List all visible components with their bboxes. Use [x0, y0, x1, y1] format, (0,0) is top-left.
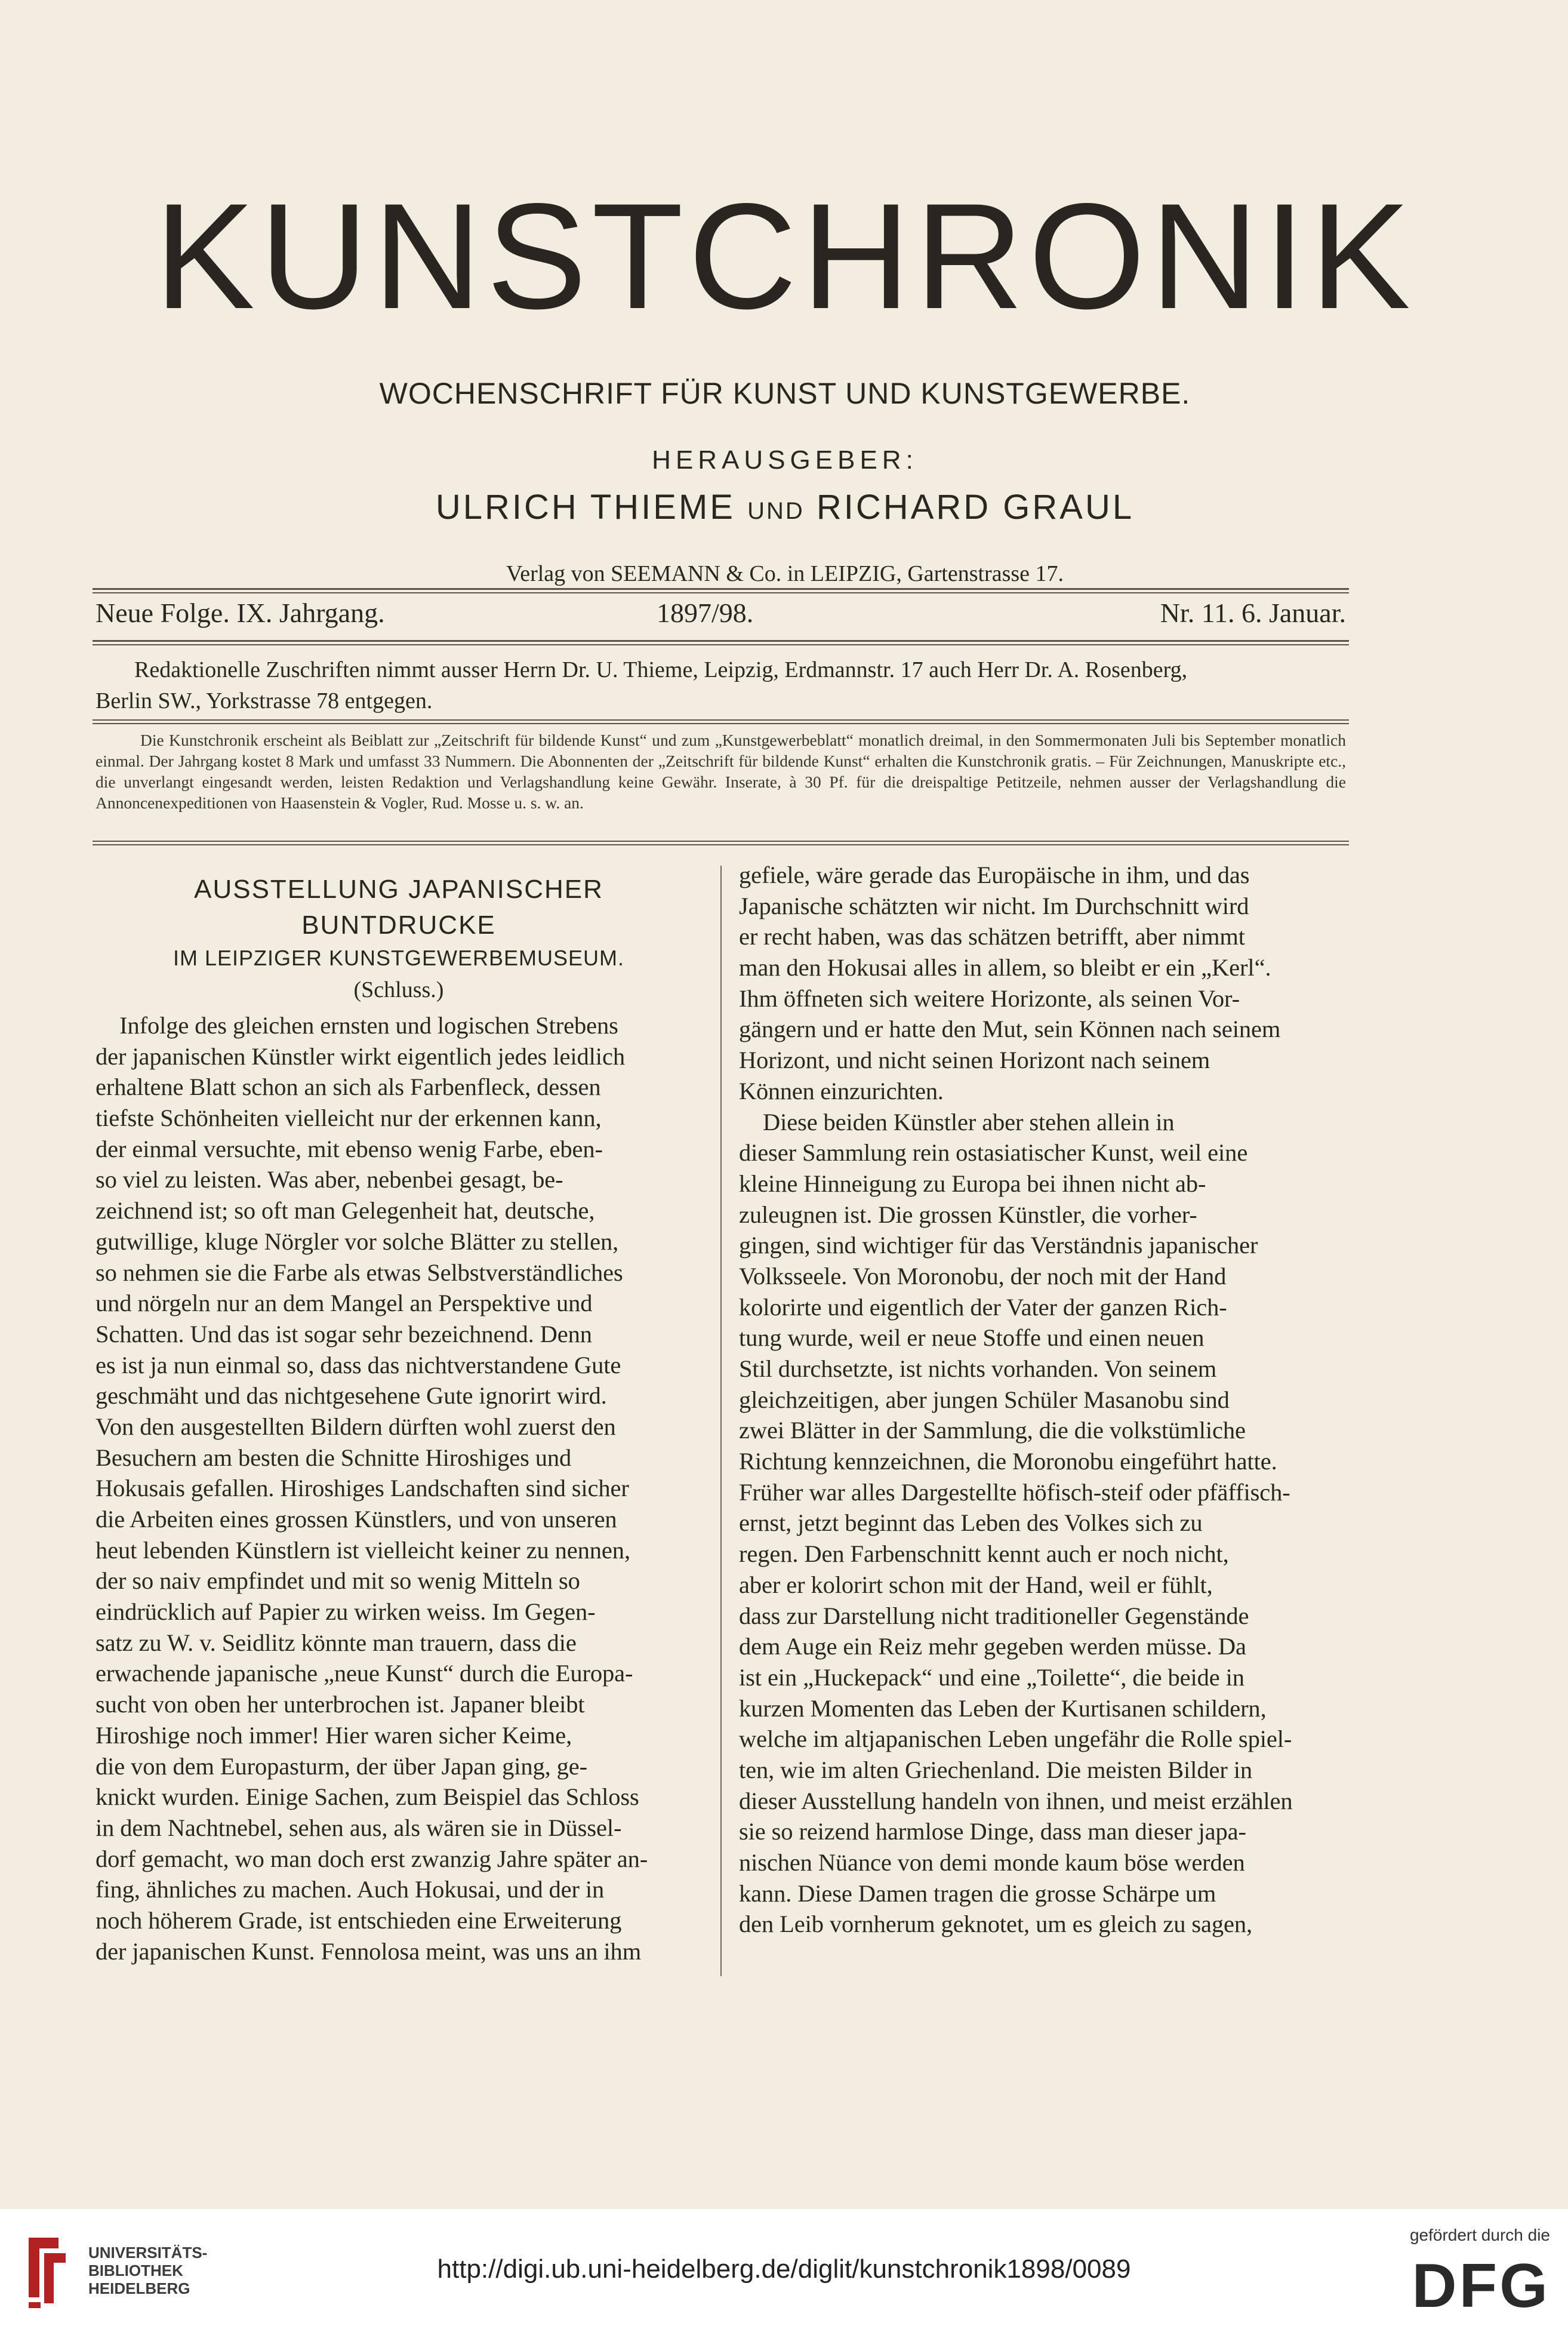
text-line: der japanischen Künstler wirkt eigentlich jedes leidlich: [96, 1042, 625, 1070]
text-line: er recht haben, was das schätzen betrifft, aber nimmt: [739, 923, 1245, 950]
editors-conjunction: UND: [747, 498, 805, 524]
source-url-link[interactable]: http://digi.ub.uni-heidelberg.de/diglit/kunstchronik1898/0089: [437, 2254, 1131, 2284]
text-line: sie so reizend harmlose Dinge, dass man dieser japa-: [739, 1818, 1246, 1845]
article-heading: [96, 860, 702, 1007]
text-line: kurzen Momenten das Leben der Kurtisanen schildern,: [739, 1694, 1267, 1722]
journal-subtitle: WOCHENSCHRIFT FÜR KUNST UND KUNSTGEWERBE.: [379, 377, 1191, 410]
text-line: erwachende japanische „neue Kunst“ durch die Europa-: [96, 1660, 633, 1687]
text-line: Horizont, und nicht seinen Horizont nach seinem: [739, 1047, 1210, 1074]
text-line: so nehmen sie die Farbe als etwas Selbstverständliches: [96, 1259, 623, 1286]
text-line: geschmäht und das nichtgesehene Gute ignorirt wird.: [96, 1382, 607, 1410]
text-line: zuleugnen ist. Die grossen Künstler, die vorher-: [739, 1201, 1197, 1228]
text-line: heut lebenden Künstlern ist vielleicht keiner zu nennen,: [96, 1536, 630, 1564]
text-line: Japanische schätzten wir nicht. Im Durchschnitt wird: [739, 892, 1249, 919]
text-line: tung wurde, weil er neue Stoffe und einen neuen: [739, 1324, 1205, 1352]
text-line: die von dem Europasturm, der über Japan ging, ge-: [96, 1752, 588, 1780]
text-line: Können einzurichten.: [739, 1077, 944, 1104]
text-line: ten, wie im alten Griechenland. Die meisten Bilder in: [739, 1756, 1252, 1783]
text-line: den Leib vornherum geknotet, um es gleich zu sagen,: [739, 1910, 1252, 1938]
divider-rule: [93, 640, 1349, 642]
divider-rule: [93, 592, 1349, 593]
text-line: eindrücklich auf Papier zu wirken weiss. Im Gegen-: [96, 1598, 596, 1626]
dfg-logo: DFG: [1412, 2251, 1550, 2321]
text-line: die Arbeiten eines grossen Künstlers, und von unseren: [96, 1506, 617, 1533]
text-line: Von den ausgestellten Bildern dürften wohl zuerst den: [96, 1413, 616, 1440]
text-line: es ist ja nun einmal so, dass das nichtverstandene Gute: [96, 1351, 621, 1379]
text-line: gingen, sind wichtiger für das Verständnis japanischer: [739, 1232, 1258, 1259]
text-line: gutwillige, kluge Nörgler vor solche Blätter zu stellen,: [96, 1227, 619, 1255]
editors-label: HERAUSGEBER:: [652, 445, 918, 475]
article-subtitle: IM LEIPZIGER KUNSTGEWERBEMUSEUM.: [172, 946, 625, 970]
publisher-line: Verlag von SEEMANN & Co. in LEIPZIG, Gartenstrasse 17.: [506, 561, 1064, 586]
text-line: dem Auge ein Reiz mehr gegeben werden müsse. Da: [739, 1633, 1246, 1660]
divider-rule: [93, 588, 1349, 590]
divider-rule: [93, 644, 1349, 645]
text-line: dieser Ausstellung handeln von ihnen, und meist erzählen: [739, 1787, 1293, 1814]
editor-graul: RICHARD GRAUL: [816, 488, 1135, 527]
text-line: Stil durchsetzte, ist nichts vorhanden. Von seinem: [739, 1355, 1217, 1382]
sponsor-note: gefördert durch die: [1409, 2226, 1550, 2244]
issue-number-date: Nr. 11. 6. Januar.: [1160, 598, 1346, 628]
article-column-right: [739, 860, 1345, 1940]
text-line: sucht von oben her unterbrochen ist. Japaner bleibt: [96, 1691, 585, 1718]
text-line: Besuchern am besten die Schnitte Hiroshiges und: [96, 1444, 572, 1471]
text-line: zwei Blätter in der Sammlung, die die volkstümliche: [739, 1417, 1246, 1444]
editorial-address-line: Berlin SW., Yorkstrasse 78 entgegen.: [96, 688, 433, 713]
text-line: nischen Nüance von demi monde kaum böse werden: [739, 1849, 1245, 1876]
text-line: Infolge des gleichen ernsten und logischen Strebens: [96, 1012, 618, 1039]
text-line: Schatten. Und das ist sogar sehr bezeichnend. Denn: [96, 1320, 592, 1347]
digitization-footer: [0, 2209, 1568, 2329]
issue-series: Neue Folge. IX. Jahrgang.: [96, 598, 385, 628]
library-name-line: UNIVERSITÄTS-: [88, 2244, 208, 2262]
text-line: so viel zu leisten. Was aber, nebenbei gesagt, be-: [96, 1166, 563, 1193]
text-line: man den Hokusai alles in allem, so bleibt er ein „Kerl“.: [739, 954, 1271, 982]
subscription-notice: [96, 730, 1346, 813]
issue-year: 1897/98.: [657, 598, 754, 628]
divider-rule: [93, 844, 1349, 845]
editors: [90, 487, 1480, 527]
column-divider: [720, 866, 722, 1976]
text-line: knickt wurden. Einige Sachen, zum Beispiel das Schloss: [96, 1783, 639, 1811]
article-body-left: [96, 1010, 702, 1967]
text-line: Volksseele. Von Moronobu, der noch mit der Hand: [739, 1262, 1227, 1290]
journal-title: KUNSTCHRONIK: [154, 173, 1416, 340]
text-line: dorf gemacht, wo man doch erst zwanzig Jahre später an-: [96, 1845, 648, 1872]
text-line: gefiele, wäre gerade das Europäische in ihm, und das: [739, 862, 1250, 888]
text-line: Richtung kennzeichnen, die Moronobu eingeführt hatte.: [739, 1448, 1277, 1475]
article-note: (Schluss.): [353, 977, 444, 1002]
text-line: satz zu W. v. Seidlitz könnte man trauern, dass die: [96, 1629, 577, 1656]
divider-rule: [93, 723, 1349, 724]
issue-line: [96, 597, 1346, 633]
editorial-address: [96, 654, 1346, 716]
text-line: der einmal versuchte, mit ebenso wenig Farbe, eben-: [96, 1135, 603, 1162]
divider-rule: [93, 719, 1349, 721]
text-line: kann. Diese Damen tragen die grosse Schärpe um: [739, 1879, 1216, 1907]
text-line: dieser Sammlung rein ostasiatischer Kunst, weil eine: [739, 1139, 1248, 1167]
subscription-notice-text: Die Kunstchronik erscheint als Beiblatt zur „Zeitschrift für bildende Kunst“ und zum „Kunstgewerbeblatt“ monatlich dreimal, in den Sommermonaten Juli bis September monatlich einmal. Der Jahrgang kostet 8 Mark und umfasst 33 Nummern. Die Abonnenten der „Zeitschrift für bildende Kunst“ erhalten die Kunstchronik gratis. – Für Zeichnungen, Manuskripte etc., die unverlangt eingesandt werden, leisten Redaktion und Verlagshandlung keine Gewähr. Inserate, à 30 Pf. für die dreispaltige Petitzeile, nehmen ausser der Verlagshandlung die Annoncenexpeditionen von Haasenstein & Vogler, Rud. Mosse u. s. w. an.: [96, 731, 1346, 812]
text-line: Ihm öffneten sich weitere Horizonte, als seinen Vor-: [739, 984, 1240, 1012]
text-line: zeichnend ist; so oft man Gelegenheit hat, deutsche,: [96, 1197, 595, 1225]
text-line: welche im altjapanischen Leben ungefähr die Rolle spiel-: [739, 1725, 1292, 1753]
text-line: regen. Den Farbenschnitt kennt auch er noch nicht,: [739, 1540, 1229, 1568]
text-line: ist ein „Huckepack“ und eine „Toilette“, die beide in: [739, 1663, 1244, 1691]
text-line: in dem Nachtnebel, sehen aus, als wären sie in Düssel-: [96, 1814, 622, 1841]
masthead: [90, 173, 1480, 587]
library-name-line: BIBLIOTHEK: [88, 2262, 183, 2279]
text-line: gleichzeitigen, aber jungen Schüler Masanobu sind: [739, 1386, 1230, 1413]
article-body-right: [739, 860, 1345, 1940]
divider-rule: [93, 841, 1349, 842]
text-line: kolorirte und eigentlich der Vater der ganzen Rich-: [739, 1293, 1227, 1321]
text-line: tiefste Schönheiten vielleicht nur der erkennen kann,: [96, 1104, 602, 1132]
library-name-line: HEIDELBERG: [88, 2279, 190, 2297]
text-line: ernst, jetzt beginnt das Leben des Volkes sich zu: [739, 1509, 1203, 1537]
text-line: der so naiv empfindet und mit so wenig Mitteln so: [96, 1567, 580, 1595]
article-column-left: [96, 860, 702, 1967]
editorial-address-line: Redaktionelle Zuschriften nimmt ausser Herrn Dr. U. Thieme, Leipzig, Erdmannstr. 17 auch Herr Dr. A. Rosenberg,: [134, 657, 1188, 682]
text-line: Diese beiden Künstler aber stehen allein in: [739, 1108, 1175, 1136]
text-line: erhaltene Blatt schon an sich als Farbenfleck, dessen: [96, 1073, 601, 1101]
text-line: noch höherem Grade, ist entschieden eine Erweiterung: [96, 1906, 622, 1934]
editor-thieme: ULRICH THIEME: [435, 488, 735, 527]
text-line: Hiroshige noch immer! Hier waren sicher Keime,: [96, 1721, 572, 1749]
text-line: gängern und er hatte den Mut, sein Können nach seinem: [739, 1016, 1281, 1043]
text-line: der japanischen Kunst. Fennolosa meint, was uns an ihm: [96, 1937, 642, 1965]
text-line: fing, ähnliches zu machen. Auch Hokusai, und der in: [96, 1876, 605, 1903]
text-line: dass zur Darstellung nicht traditioneller Gegenstände: [739, 1602, 1249, 1629]
text-line: Hokusais gefallen. Hiroshiges Landschaften sind sicher: [96, 1475, 629, 1502]
article-title: AUSSTELLUNG JAPANISCHER BUNTDRUCKE: [194, 875, 603, 940]
text-line: aber er kolorirt schon mit der Hand, weil er fühlt,: [739, 1571, 1213, 1598]
text-line: Früher war alles Dargestellte höfisch-steif oder pfäffisch-: [739, 1478, 1290, 1506]
text-line: kleine Hinneigung zu Europa bei ihnen nicht ab-: [739, 1170, 1206, 1197]
text-line: und nörgeln nur an dem Mangel an Perspektive und: [96, 1290, 593, 1317]
